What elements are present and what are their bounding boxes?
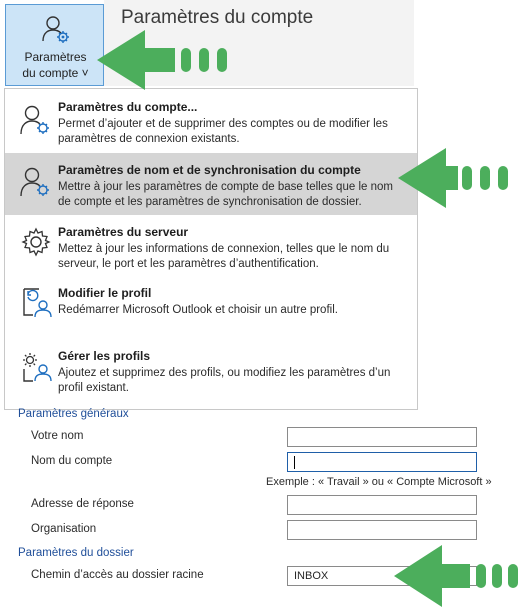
menu-item-title: Paramètres du compte... <box>58 100 198 114</box>
organization-field[interactable] <box>287 520 477 540</box>
page-title: Paramètres du compte <box>121 7 314 28</box>
account-settings-icon <box>19 103 53 137</box>
menu-item-description: Permet d’ajouter et de supprimer des comptes ou de modifier les paramètres de connexion existants. <box>58 118 388 145</box>
root-folder-path-value: INBOX <box>294 570 329 582</box>
annotation-arrow-ribbon <box>95 28 245 92</box>
menu-item-account-settings[interactable] <box>5 93 417 153</box>
menu-item-change-profile[interactable] <box>5 281 417 331</box>
account-settings-ribbon-button[interactable] <box>5 4 104 86</box>
gear-icon <box>19 225 53 259</box>
ribbon-button-label-line1: Paramètres <box>24 50 87 64</box>
change-profile-icon <box>19 285 53 319</box>
menu-item-title: Gérer les profils <box>58 349 151 363</box>
account-sync-icon <box>19 165 53 199</box>
account-settings-menu <box>4 88 418 410</box>
account-name-hint: Exemple : « Travail » ou « Compte Microsoft » <box>266 476 492 488</box>
organization-label: Organisation <box>31 523 97 535</box>
text-cursor <box>294 456 295 469</box>
reply-address-field[interactable] <box>287 495 477 515</box>
menu-item-account-name-sync[interactable] <box>5 153 417 215</box>
root-folder-path-label: Chemin d’accès au dossier racine <box>31 569 204 581</box>
account-name-label: Nom du compte <box>31 455 113 467</box>
annotation-arrow-root-folder <box>392 543 522 609</box>
menu-item-description: Ajoutez et supprimez des profils, ou modifiez les paramètres d’un profil existant. <box>58 367 391 394</box>
your-name-field[interactable] <box>287 427 477 447</box>
menu-item-manage-profiles[interactable] <box>5 341 417 401</box>
ribbon-button-label-line2: du compte ˅ <box>22 66 89 80</box>
menu-item-title: Modifier le profil <box>58 286 152 300</box>
annotation-arrow-menu <box>396 146 522 210</box>
account-settings-icon <box>40 13 72 45</box>
menu-item-description: Mettre à jour les paramètres de compte de base telles que le nom de compte et les paramètres de synchronisation de dossier. <box>58 181 393 208</box>
reply-address-label: Adresse de réponse <box>31 498 134 510</box>
menu-item-description: Mettez à jour les informations de connexion, telles que le nom du serveur, le port et les paramètres d’authentification. <box>58 243 390 270</box>
folder-settings-heading: Paramètres du dossier <box>18 547 134 559</box>
general-settings-heading: Paramètres généraux <box>18 408 129 420</box>
manage-profiles-icon <box>19 349 53 383</box>
menu-item-title: Paramètres du serveur <box>58 225 189 239</box>
menu-item-description: Redémarrer Microsoft Outlook et choisir un autre profil. <box>58 304 338 316</box>
menu-item-server-settings[interactable] <box>5 217 417 277</box>
your-name-label: Votre nom <box>31 430 84 442</box>
account-name-field[interactable] <box>287 452 477 472</box>
menu-item-title: Paramètres de nom et de synchronisation du compte <box>58 163 361 177</box>
